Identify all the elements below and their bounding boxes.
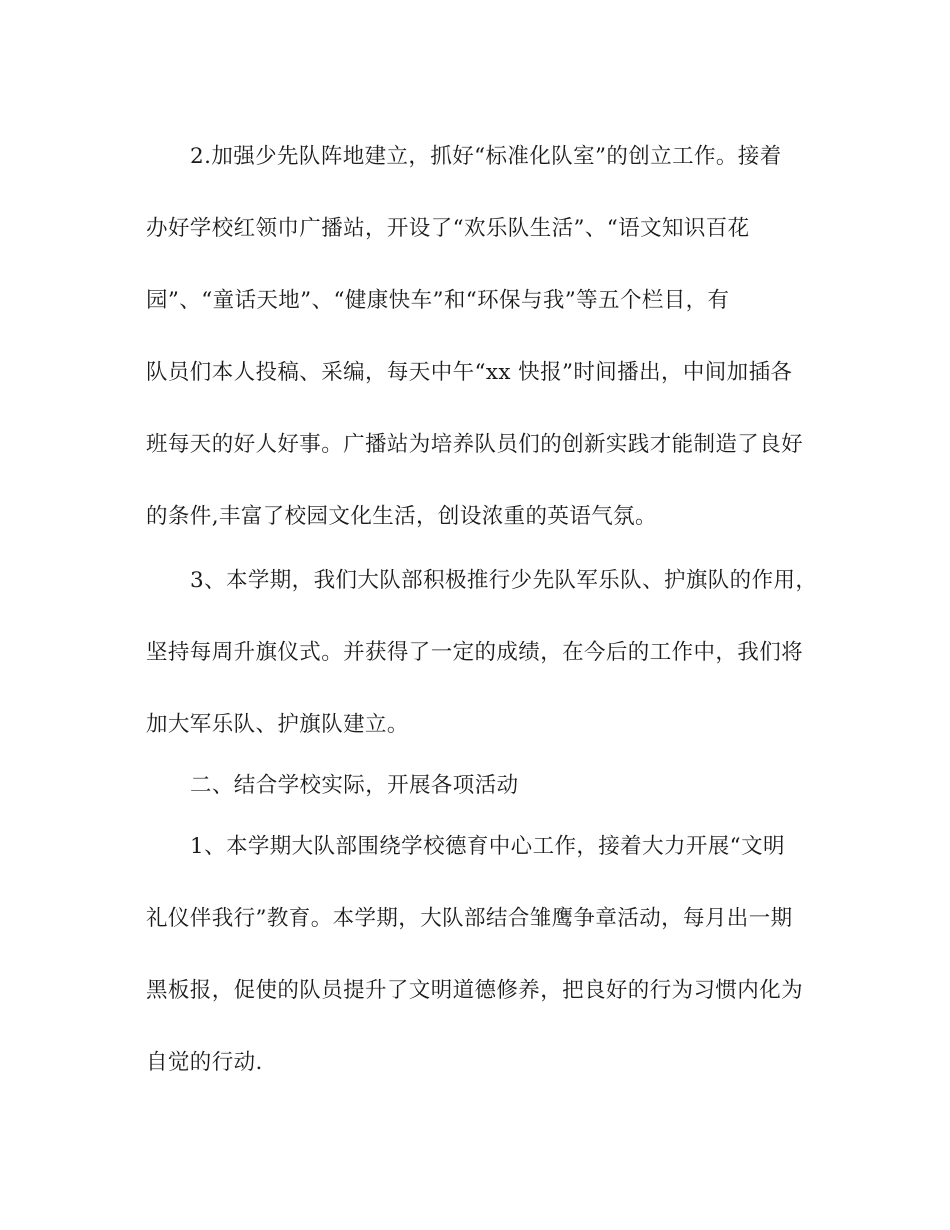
section-heading: 二、结合学校实际，开展各项活动 [190, 773, 519, 798]
text-line: 班每天的好人好事。广播站为培养队员们的创新实践才能制造了良好 [146, 432, 804, 457]
text-line: 3、本学期，我们大队部积极推行少先队军乐队、护旗队的作用， [190, 568, 818, 593]
text-line: 黑板报，促使的队员提升了文明道德修养，把良好的行为习惯内化为 [146, 978, 804, 1003]
text-line: 2.加强少先队阵地建立，抓好“标准化队室”的创立工作。接着 [190, 144, 782, 169]
text-line: 自觉的行动. [146, 1050, 263, 1075]
text-line: 园”、“童话天地”、“健康快车”和“环保与我”等五个栏目，有 [146, 288, 730, 313]
text-line: 队员们本人投稿、采编，每天中午“xx 快报”时间播出，中间加插各 [146, 360, 793, 385]
text-line: 办好学校红领巾广播站，开设了“欢乐队生活”、“语文知识百花 [146, 216, 750, 241]
text-line: 加大军乐队、护旗队建立。 [146, 712, 409, 737]
text-line: 的条件,丰富了校园文化生活，创设浓重的英语气氛。 [146, 504, 657, 529]
text-line: 坚持每周升旗仪式。并获得了一定的成绩，在今后的工作中，我们将 [146, 640, 804, 665]
text-line: 礼仪伴我行”教育。本学期，大队部结合雏鹰争章活动，每月出一期 [146, 906, 793, 931]
text-line: 1、本学期大队部围绕学校德育中心工作，接着大力开展“文明 [190, 834, 785, 859]
